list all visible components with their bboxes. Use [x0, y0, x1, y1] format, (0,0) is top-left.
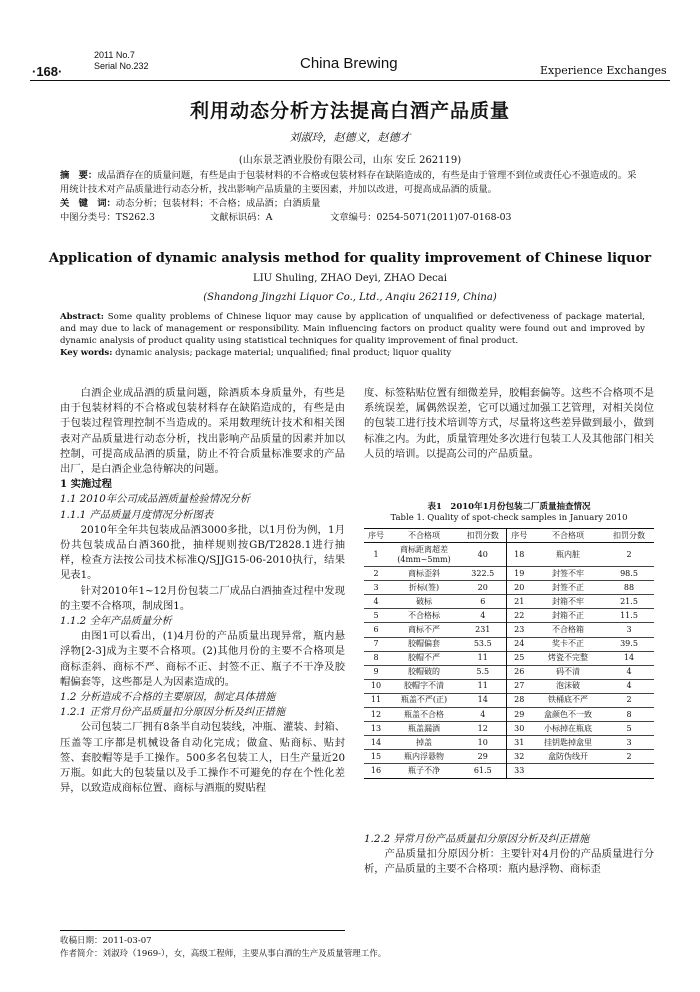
table-header-cell: 不合格项: [388, 529, 460, 543]
abstract-cn-label: 摘 要：: [60, 170, 98, 181]
table-cell: 烤瓷不完整: [532, 651, 604, 665]
author-bio: 作者简介：刘淑玲（1969-），女，高级工程师，主要从事白酒的生产及质量管理工作。: [60, 949, 387, 959]
paragraph: 2010年全年共包装成品酒3000多批，以1月份为例，1月份共包装成品白酒360批，抽样规则按GB/T2828.1进行抽样，检查方法按公司技术标准Q/SJJG15-06-2010执行，结果见表1。: [60, 523, 345, 582]
authors-cn: 刘淑玲，赵德义，赵德才: [289, 131, 411, 144]
table-cell: 破标: [388, 595, 460, 609]
table-cell: 11.5: [604, 609, 654, 623]
table-cell: 商标歪斜: [388, 567, 460, 581]
table-cell: 盒防伪线开: [532, 750, 604, 764]
table-cell: 11: [364, 693, 388, 707]
table-row: [364, 623, 654, 637]
table-cell: 12: [460, 722, 506, 736]
table-cell: 11: [460, 679, 506, 693]
clc-number: 中图分类号：TS262.3: [60, 212, 155, 223]
table-cell: 瓶盖不合格: [388, 708, 460, 722]
table-cell: 4: [604, 679, 654, 693]
year-number: 2011 No.7: [94, 50, 135, 60]
table-cell: 商标距离超差(4mm~5mm): [388, 543, 460, 567]
page-number: ·168·: [32, 64, 63, 79]
table-body: [364, 543, 654, 778]
table-caption-cn: 表1 2010年1月份包装二厂质量抽查情况: [427, 502, 591, 512]
table-cell: 53.5: [460, 637, 506, 651]
table-cell: 32: [506, 750, 532, 764]
paper-title-cn: 利用动态分析方法提高白酒产品质量: [189, 100, 510, 122]
journal-name: China Brewing: [300, 55, 398, 72]
table-cell: 小标掉在瓶底: [532, 722, 604, 736]
table-cell: 25: [506, 651, 532, 665]
table-cell: 3: [604, 623, 654, 637]
table-cell: 不合格箱: [532, 623, 604, 637]
table-cell: 12: [364, 708, 388, 722]
footnote-rule: [60, 930, 345, 931]
table-cell: 5.5: [460, 665, 506, 679]
table-cell: 16: [364, 764, 388, 778]
keywords-en-label: Key words:: [60, 348, 113, 358]
table-cell: 8: [604, 708, 654, 722]
abstract-en-label: Abstract:: [60, 312, 104, 322]
paragraph: 由图1可以看出，(1)4月份的产品质量出现异常，瓶内悬浮物[2-3]成为主要不合格项。(2)其他月份的主要不合格项是商标歪斜、商标不严、商标不正、封签不正、瓶子不干净及胶帽偏套等，这些都是人为因素造成的。: [60, 630, 345, 688]
table-cell: 4: [460, 708, 506, 722]
table-cell: 11: [460, 651, 506, 665]
table-cell: 瓶盖漏酒: [388, 722, 460, 736]
paragraph: 白酒企业成品酒的质量问题，除酒质本身质量外，有些是由于包装材料的不合格或包装材料存在缺陷造成的，有些是由于包装过程管理控制不当造成的。采用数理统计技术和相关图表对产品质量进行动态分析，找出影响产品质量的因素并加以控制，可提高成品酒的质量，防止不符合质量标准要求的产品出厂，是白酒企业急待解决的问题。: [60, 387, 345, 476]
table-cell: 39.5: [604, 637, 654, 651]
paragraph: 针对2010年1~12月份包装二厂成品白酒抽查过程中发现的主要不合格项，制成图1。: [60, 584, 345, 612]
table-header-cell: 扣罚分数: [460, 529, 506, 543]
table-cell: 盒颜色不一致: [532, 708, 604, 722]
table-caption-en: Table 1. Quality of spot-check samples in January 2010: [390, 513, 628, 523]
table-row: [364, 581, 654, 595]
table-cell: 40: [460, 543, 506, 567]
paragraph: 产品质量扣分原因分析：主要针对4月份的产品质量进行分析，产品质量的主要不合格项：瓶内悬浮物、商标歪: [364, 848, 654, 876]
table-cell: 22: [506, 609, 532, 623]
header-rule: [30, 80, 670, 81]
table-cell: 8: [364, 651, 388, 665]
table-row: [364, 543, 654, 567]
section-heading: 1 实施过程: [60, 478, 112, 491]
table-cell: 13: [364, 722, 388, 736]
table-cell: [532, 764, 604, 778]
affiliation-cn: (山东景芝酒业股份有限公司，山东 安丘 262119): [238, 155, 462, 166]
table-cell: 29: [506, 708, 532, 722]
body-right-column-bottom: [364, 832, 654, 878]
table-cell: 231: [460, 623, 506, 637]
keywords-en: [60, 347, 645, 359]
document-code: 文献标识码：A: [210, 212, 273, 223]
table-cell: 14: [460, 693, 506, 707]
section-name: Experience Exchanges: [540, 64, 667, 77]
table-cell: 21: [506, 595, 532, 609]
table-cell: 33: [506, 764, 532, 778]
table-cell: 2: [364, 567, 388, 581]
table-cell: [604, 764, 654, 778]
paragraph: 度、标签粘贴位置有细微差异，胶帽套偏等。这些不合格项不是系统误差，属偶然误差，它可以通过加强工艺管理，对相关岗位的包装工进行技术培训等方式，尽量将这些差异做到最小，做到标准之内。为此，质量管理处多次进行包装工人及其他部门相关人员的培训。以提高公司的产品质量。: [364, 387, 654, 460]
table-header-cell: 序号: [506, 529, 532, 543]
table-cell: 瓶子不净: [388, 764, 460, 778]
table-row: [364, 595, 654, 609]
subsection-heading: 1.2 分析造成不合格的主要原因，制定具体措施: [60, 691, 276, 704]
table-row: [364, 637, 654, 651]
footnote: [60, 935, 660, 961]
table-header-cell: 扣罚分数: [604, 529, 654, 543]
table-cell: 4: [460, 609, 506, 623]
abstract-cn-text: 成品酒存在的质量问题，有些是由于包装材料的不合格或包装材料存在缺陷造成的，有些是由于管理不到位或责任心不强造成的。采用统计技术对产品质量进行动态分析，找出影响产品质量的主要因素，并加以改进，可提高成品酒的质量。: [60, 170, 637, 195]
classification-line: [60, 211, 645, 225]
table-cell: 19: [506, 567, 532, 581]
table-cell: 2: [604, 750, 654, 764]
table-cell: 封签不正: [532, 581, 604, 595]
table-cell: 20: [460, 581, 506, 595]
table-cell: 6: [460, 595, 506, 609]
table-cell: 瓶内浮悬物: [388, 750, 460, 764]
table-row: [364, 567, 654, 581]
table-cell: 322.5: [460, 567, 506, 581]
subsubsection-heading: 1.2.1 正常月份产品质量扣分原因分析及纠正措施: [60, 706, 286, 719]
table-row: [364, 736, 654, 750]
keywords-en-text: dynamic analysis; package material; unqualified; final product; liquor quality: [112, 348, 452, 358]
table-row: [364, 708, 654, 722]
table-cell: 折标(签): [388, 581, 460, 595]
abstract-en: [60, 311, 645, 347]
table-cell: 14: [604, 651, 654, 665]
body-left-column: [60, 386, 345, 796]
table-cell: 码不清: [532, 665, 604, 679]
table-cell: 20: [506, 581, 532, 595]
table-cell: 24: [506, 637, 532, 651]
table-cell: 98.5: [604, 567, 654, 581]
table-cell: 21.5: [604, 595, 654, 609]
table-cell: 胶帽字不清: [388, 679, 460, 693]
table-cell: 88: [604, 581, 654, 595]
subsubsection-heading: 1.1.2 全年产品质量分析: [60, 615, 172, 628]
serial-number: Serial No.232: [94, 61, 149, 71]
affiliation-en: (Shandong Jingzhi Liquor Co., Ltd., Anqiu 262119, China): [203, 292, 497, 303]
table-header-cell: 不合格项: [532, 529, 604, 543]
table-cell: 掉盖: [388, 736, 460, 750]
table-cell: 5: [604, 722, 654, 736]
table-cell: 挂钥匙掉盒里: [532, 736, 604, 750]
table-row: [364, 665, 654, 679]
table-cell: 铁桶底不严: [532, 693, 604, 707]
table-row: [364, 651, 654, 665]
table-cell: 30: [506, 722, 532, 736]
table-cell: 封箱不正: [532, 609, 604, 623]
table-row: [364, 722, 654, 736]
table-row: [364, 609, 654, 623]
spot-check-table: [364, 528, 654, 779]
table-cell: 5: [364, 609, 388, 623]
table-cell: 胶帽不严: [388, 651, 460, 665]
keywords-cn: [60, 197, 645, 211]
table-cell: 3: [604, 736, 654, 750]
table-cell: 泡沫破: [532, 679, 604, 693]
body-right-column-top: [364, 386, 654, 462]
table-cell: 9: [364, 665, 388, 679]
table-cell: 2: [604, 693, 654, 707]
table-header-cell: 序号: [364, 529, 388, 543]
table-cell: 胶帽偏套: [388, 637, 460, 651]
table-cell: 封箱不牢: [532, 595, 604, 609]
paragraph: 公司包装二厂拥有8条半自动包装线，冲瓶、灌装、封箱、压盖等工序都是机械设备自动化完成；做盒、贴商标、贴封签、套胶帽等是手工操作。500多名包装工人，日生产量近20万瓶。如此大的包装量以及手工操作不可避免的存在个性化差异，以致造成商标位置、商标与酒瓶的熨贴程: [60, 721, 345, 795]
table-cell: 23: [506, 623, 532, 637]
table-cell: 商标不严: [388, 623, 460, 637]
table-cell: 6: [364, 623, 388, 637]
table-cell: 28: [506, 693, 532, 707]
table-cell: 瓶内脏: [532, 543, 604, 567]
table-cell: 3: [364, 581, 388, 595]
article-number: 文章编号：0254-5071(2011)07-0168-03: [330, 212, 512, 223]
table-cell: 10: [364, 679, 388, 693]
table-cell: 27: [506, 679, 532, 693]
table-cell: 26: [506, 665, 532, 679]
keywords-cn-text: 动态分析；包装材料；不合格；成品酒；白酒质量: [115, 198, 321, 209]
table-row: [364, 750, 654, 764]
table-cell: 4: [604, 665, 654, 679]
subsection-heading: 1.1 2010年公司成品酒质量检验情况分析: [60, 493, 251, 506]
table-cell: 瓶盖不严(正): [388, 693, 460, 707]
table-cell: 4: [364, 595, 388, 609]
table-cell: 1: [364, 543, 388, 567]
table-cell: 15: [364, 750, 388, 764]
table-cell: 10: [460, 736, 506, 750]
table-cell: 2: [604, 543, 654, 567]
table-cell: 不合格标: [388, 609, 460, 623]
table-cell: 14: [364, 736, 388, 750]
received-date: 收稿日期：2011-03-07: [60, 936, 152, 946]
table-cell: 7: [364, 637, 388, 651]
subsubsection-heading: 1.1.1 产品质量月度情况分析图表: [60, 508, 214, 521]
table-cell: 胶帽破的: [388, 665, 460, 679]
table-cell: 奖卡不正: [532, 637, 604, 651]
authors-en: LIU Shuling, ZHAO Deyi, ZHAO Decai: [253, 273, 447, 284]
subsubsection-heading: 1.2.2 异常月份产品质量扣分原因分析及纠正措施: [364, 833, 590, 845]
table-cell: 31: [506, 736, 532, 750]
table-row: [364, 693, 654, 707]
issue-info: [94, 50, 149, 72]
abstract-cn: [60, 169, 645, 197]
abstract-en-text: Some quality problems of Chinese liquor may cause by application of unqualified or defectiveness of package material, and may due to lack of management or responsibility. Main influencing factors on product quality were found out and improved by dynamic analysis of product quality using statistical techniques for quality improvement of final product.: [60, 312, 645, 346]
paper-title-en: Application of dynamic analysis method for quality improvement of Chinese liquor: [48, 251, 652, 266]
keywords-cn-label: 关 键 词：: [60, 198, 116, 209]
table-row: [364, 764, 654, 778]
table-row: [364, 679, 654, 693]
table-cell: 封签不牢: [532, 567, 604, 581]
table-cell: 29: [460, 750, 506, 764]
table-cell: 61.5: [460, 764, 506, 778]
table-cell: 18: [506, 543, 532, 567]
table-header-row: [364, 529, 654, 543]
